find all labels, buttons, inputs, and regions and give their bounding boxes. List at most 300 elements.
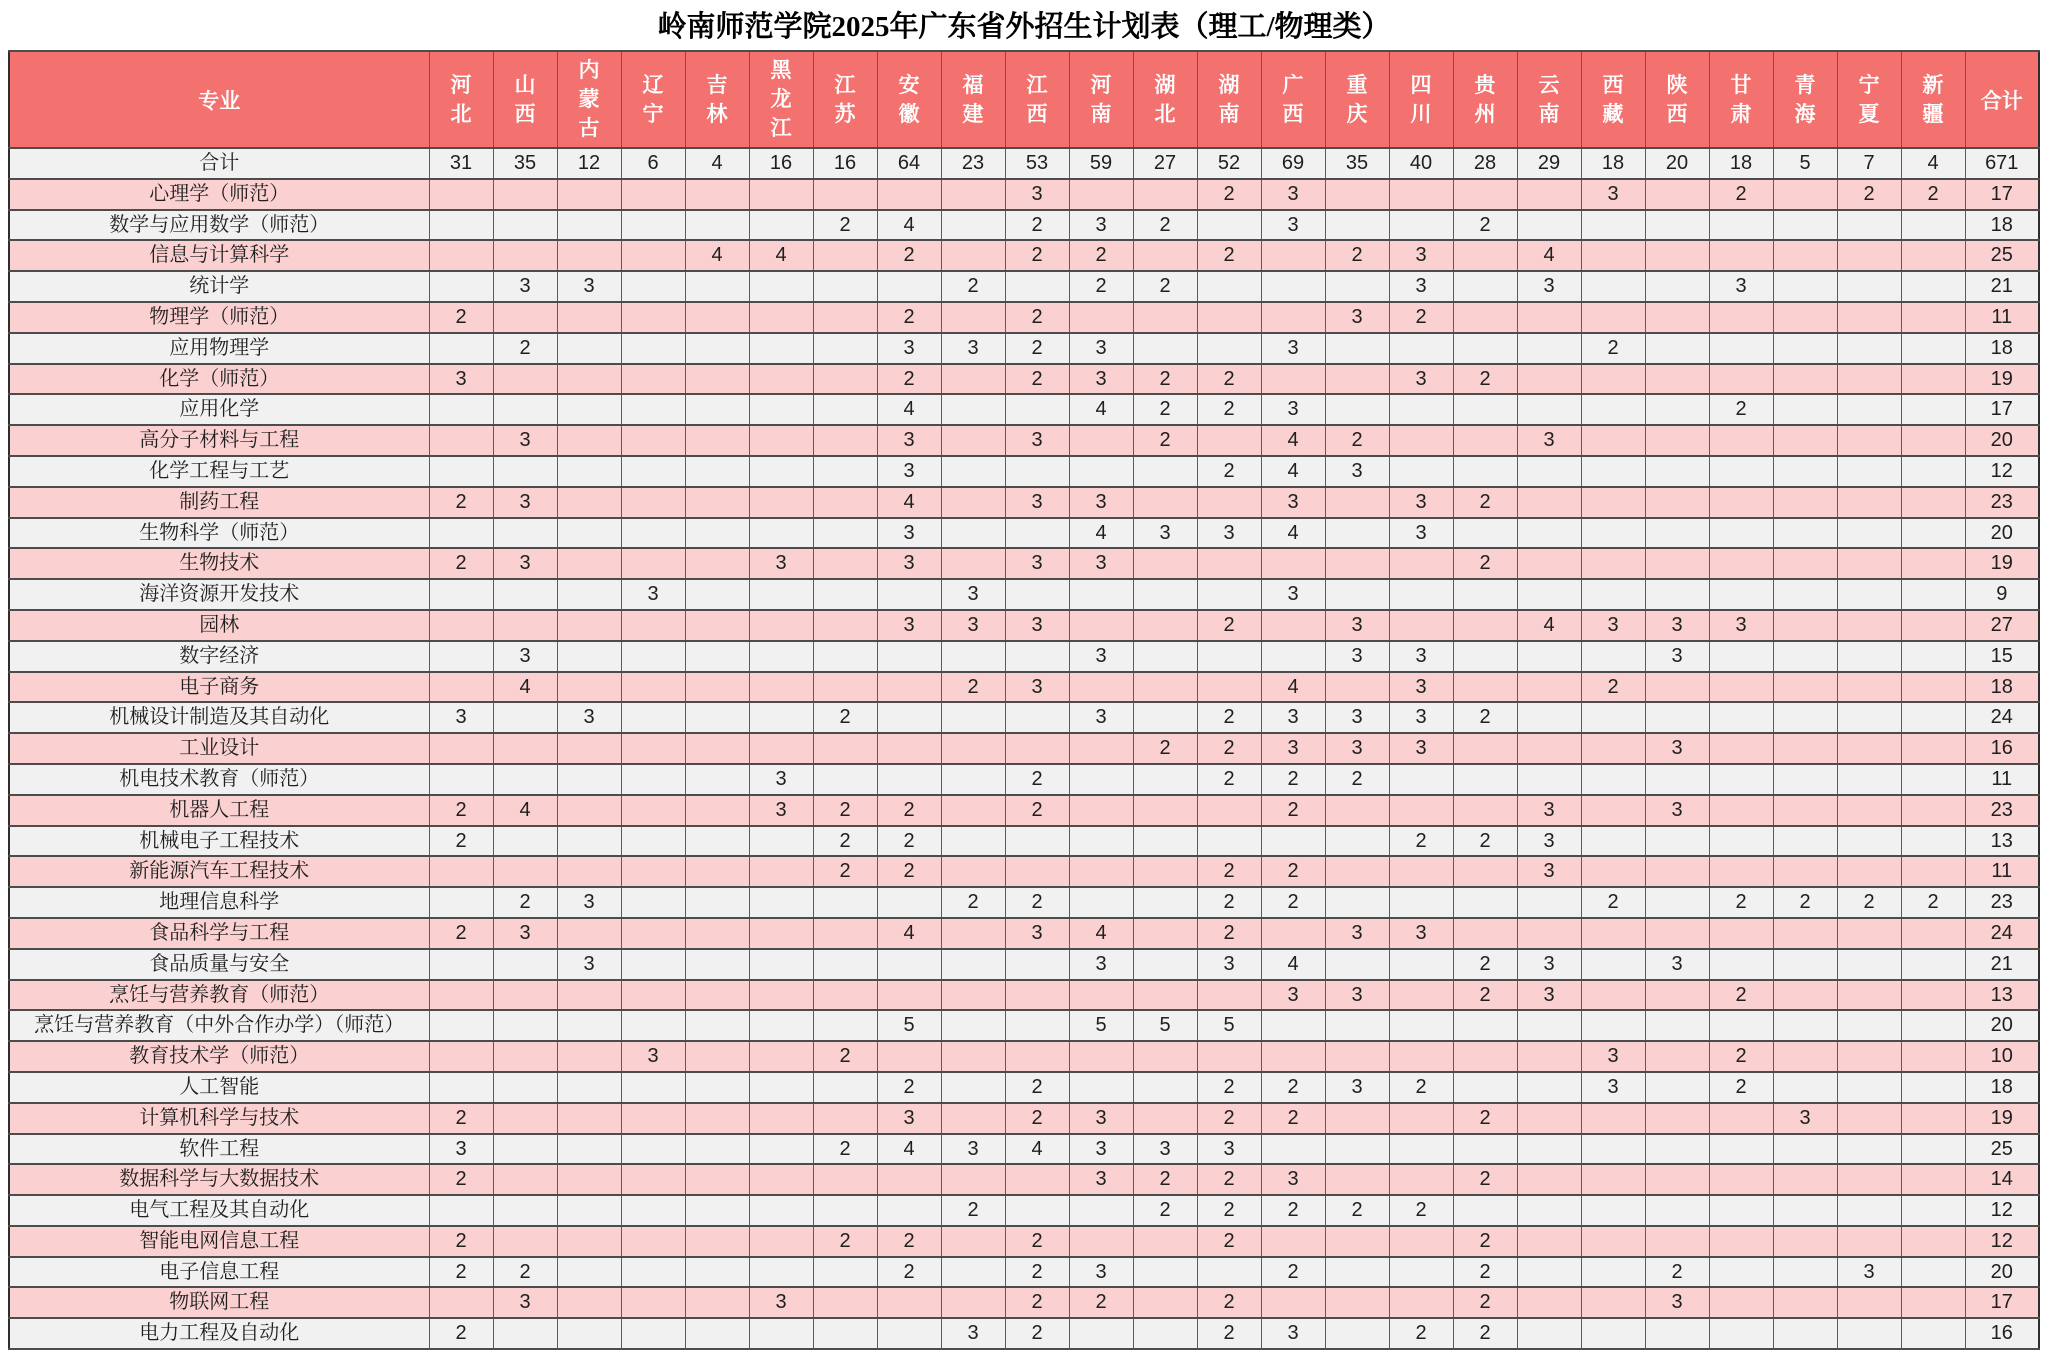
major-row [9,1164,2039,1195]
value-cell [621,1226,685,1257]
value-cell [1837,240,1901,271]
province-label: 吉 林 [706,73,728,126]
value-cell [1517,702,1581,733]
value-cell [1581,1226,1645,1257]
value-cell [749,1195,813,1226]
value-cell: 3 [1325,641,1389,672]
value-cell: 3 [1197,518,1261,549]
value-cell [941,1010,1005,1041]
value-cell [685,1041,749,1072]
value-cell: 3 [1069,1134,1133,1165]
value-cell [941,1164,1005,1195]
value-cell [1837,733,1901,764]
value-cell [1901,795,1965,826]
value-cell [685,548,749,579]
value-cell [941,1041,1005,1072]
value-cell: 2 [1005,240,1069,271]
value-cell [1453,887,1517,918]
value-cell [1389,795,1453,826]
value-cell [1133,918,1197,949]
value-cell: 2 [1133,1164,1197,1195]
value-cell: 3 [1581,610,1645,641]
value-cell [557,610,621,641]
value-cell [1325,518,1389,549]
value-cell [1005,949,1069,980]
major-cell: 食品质量与安全 [9,949,429,980]
value-cell [1901,456,1965,487]
value-cell: 2 [1261,1103,1325,1134]
value-cell [1133,949,1197,980]
value-cell [1069,302,1133,333]
value-cell: 3 [1197,1134,1261,1165]
value-cell [1581,702,1645,733]
value-cell [941,764,1005,795]
value-cell [685,610,749,641]
total-cell: 23 [1965,887,2039,918]
header-province [1261,51,1325,148]
value-cell: 4 [749,240,813,271]
major-row [9,1226,2039,1257]
value-cell: 3 [557,702,621,733]
value-cell [685,302,749,333]
value-cell: 4 [1901,148,1965,179]
major-row [9,1103,2039,1134]
value-cell [1773,1195,1837,1226]
value-cell: 3 [1325,456,1389,487]
total-cell: 15 [1965,641,2039,672]
value-cell [813,394,877,425]
value-cell: 2 [1005,1226,1069,1257]
major-row [9,1257,2039,1288]
value-cell [1261,1287,1325,1318]
value-cell [1069,425,1133,456]
value-cell [1453,672,1517,703]
major-row [9,548,2039,579]
value-cell [1133,1226,1197,1257]
value-cell: 2 [1197,887,1261,918]
value-cell [429,271,493,302]
value-cell [493,240,557,271]
value-cell [813,179,877,210]
value-cell [1901,918,1965,949]
value-cell: 2 [877,795,941,826]
value-cell [557,672,621,703]
value-cell [1709,302,1773,333]
value-cell [1069,980,1133,1011]
province-label: 重 庆 [1346,73,1368,126]
value-cell [621,1103,685,1134]
value-cell [1197,1257,1261,1288]
major-row [9,333,2039,364]
value-cell [685,641,749,672]
value-cell [1837,487,1901,518]
value-cell [1773,610,1837,641]
value-cell [749,702,813,733]
province-label: 内 蒙 古 [578,59,600,140]
value-cell [429,1072,493,1103]
value-cell [1581,1195,1645,1226]
value-cell [813,579,877,610]
value-cell [1325,364,1389,395]
value-cell [1837,518,1901,549]
province-label: 云 南 [1538,73,1560,126]
value-cell [429,210,493,241]
major-cell: 物理学（师范） [9,302,429,333]
value-cell [1325,579,1389,610]
value-cell [749,302,813,333]
value-cell: 3 [1261,702,1325,733]
value-cell [1901,579,1965,610]
value-cell: 4 [877,210,941,241]
value-cell [1069,1195,1133,1226]
province-label: 河 南 [1090,73,1112,126]
value-cell [749,887,813,918]
value-cell [1453,733,1517,764]
major-cell: 地理信息科学 [9,887,429,918]
value-cell [1453,240,1517,271]
value-cell [557,210,621,241]
value-cell [1197,795,1261,826]
major-cell: 食品科学与工程 [9,918,429,949]
value-cell [1901,1257,1965,1288]
value-cell [813,764,877,795]
value-cell [1325,826,1389,857]
value-cell [813,1257,877,1288]
value-cell [1453,1041,1517,1072]
value-cell: 3 [877,425,941,456]
value-cell: 2 [877,364,941,395]
value-cell [1325,672,1389,703]
major-row [9,487,2039,518]
value-cell [1901,764,1965,795]
value-cell [493,733,557,764]
value-cell: 2 [1005,1287,1069,1318]
value-cell: 5 [877,1010,941,1041]
value-cell: 2 [813,1134,877,1165]
province-label: 黑 龙 江 [770,59,792,140]
value-cell [749,856,813,887]
major-row [9,672,2039,703]
value-cell [1453,456,1517,487]
value-cell [1389,1010,1453,1041]
value-cell: 53 [1005,148,1069,179]
value-cell [1453,333,1517,364]
major-row [9,179,2039,210]
value-cell [1837,856,1901,887]
value-cell: 2 [1389,1318,1453,1349]
value-cell [1005,456,1069,487]
value-cell [1197,487,1261,518]
value-cell [1645,394,1709,425]
value-cell [1069,887,1133,918]
value-cell [429,425,493,456]
value-cell [493,1318,557,1349]
value-cell [1709,918,1773,949]
value-cell: 2 [429,1226,493,1257]
value-cell [1453,179,1517,210]
major-cell: 园林 [9,610,429,641]
value-cell [685,1072,749,1103]
value-cell [1709,672,1773,703]
value-cell [557,1010,621,1041]
value-cell [877,672,941,703]
value-cell [1709,1134,1773,1165]
value-cell [941,826,1005,857]
value-cell [621,733,685,764]
value-cell [1325,394,1389,425]
value-cell [685,918,749,949]
value-cell [621,271,685,302]
value-cell [1837,1164,1901,1195]
value-cell [1773,579,1837,610]
value-cell [1581,826,1645,857]
value-cell: 2 [1709,179,1773,210]
value-cell [877,1195,941,1226]
value-cell [1773,518,1837,549]
value-cell [1901,271,1965,302]
value-cell [1837,918,1901,949]
value-cell [813,518,877,549]
value-cell: 2 [429,826,493,857]
value-cell [557,733,621,764]
value-cell [1453,302,1517,333]
value-cell [749,1103,813,1134]
value-cell: 3 [1133,1134,1197,1165]
value-cell [941,425,1005,456]
major-cell: 工业设计 [9,733,429,764]
value-cell [941,364,1005,395]
value-cell: 2 [1453,364,1517,395]
total-cell: 12 [1965,456,2039,487]
value-cell [429,179,493,210]
value-cell: 2 [1709,1041,1773,1072]
value-cell: 3 [1005,487,1069,518]
total-cell: 12 [1965,1226,2039,1257]
value-cell [493,456,557,487]
major-cell: 电子信息工程 [9,1257,429,1288]
value-cell [749,394,813,425]
value-cell [685,179,749,210]
value-cell [1517,456,1581,487]
value-cell [429,456,493,487]
value-cell [429,949,493,980]
value-cell: 2 [877,240,941,271]
total-cell: 24 [1965,918,2039,949]
value-cell: 2 [1453,487,1517,518]
value-cell: 3 [941,1134,1005,1165]
value-cell [813,1318,877,1349]
value-cell [877,949,941,980]
value-cell [813,456,877,487]
value-cell [1773,733,1837,764]
value-cell: 2 [1261,1072,1325,1103]
value-cell [685,1134,749,1165]
value-cell: 3 [493,487,557,518]
value-cell [1005,733,1069,764]
value-cell: 3 [1645,610,1709,641]
value-cell [1773,1072,1837,1103]
value-cell [813,271,877,302]
value-cell [749,1010,813,1041]
value-cell [1645,764,1709,795]
value-cell [1645,1103,1709,1134]
value-cell [1773,1041,1837,1072]
value-cell [1325,548,1389,579]
value-cell: 3 [429,702,493,733]
value-cell [493,1226,557,1257]
value-cell: 3 [1517,949,1581,980]
major-cell: 生物科学（师范） [9,518,429,549]
value-cell [1197,302,1261,333]
value-cell [1389,1134,1453,1165]
value-cell [685,702,749,733]
value-cell [685,1195,749,1226]
value-cell [941,1226,1005,1257]
major-row [9,980,2039,1011]
value-cell [1645,1010,1709,1041]
value-cell [1453,918,1517,949]
value-cell: 69 [1261,148,1325,179]
value-cell: 4 [877,918,941,949]
value-cell [1901,210,1965,241]
value-cell [685,210,749,241]
value-cell [1581,1257,1645,1288]
value-cell: 3 [1069,210,1133,241]
value-cell: 2 [429,918,493,949]
value-cell [749,1072,813,1103]
value-cell [1133,856,1197,887]
value-cell [1581,456,1645,487]
value-cell [557,826,621,857]
value-cell [1581,240,1645,271]
value-cell: 3 [1069,1103,1133,1134]
value-cell [1133,179,1197,210]
value-cell [941,456,1005,487]
value-cell [1837,826,1901,857]
value-cell [1517,1072,1581,1103]
value-cell [749,210,813,241]
major-cell: 计算机科学与技术 [9,1103,429,1134]
value-cell [1581,856,1645,887]
major-row [9,425,2039,456]
major-row [9,1195,2039,1226]
value-cell [1709,949,1773,980]
major-cell: 软件工程 [9,1134,429,1165]
value-cell [1773,487,1837,518]
value-cell [1133,795,1197,826]
value-cell [1389,1287,1453,1318]
value-cell [685,764,749,795]
total-cell: 17 [1965,394,2039,425]
value-cell [493,702,557,733]
value-cell [1709,364,1773,395]
header-province [493,51,557,148]
value-cell [493,579,557,610]
value-cell [1325,949,1389,980]
value-cell: 3 [557,271,621,302]
value-cell: 3 [1261,179,1325,210]
value-cell [813,1072,877,1103]
value-cell [493,210,557,241]
value-cell [621,333,685,364]
value-cell: 2 [429,1257,493,1288]
value-cell [1901,1287,1965,1318]
major-row [9,1072,2039,1103]
value-cell: 3 [621,579,685,610]
value-cell [1453,1010,1517,1041]
value-cell: 4 [685,148,749,179]
value-cell [1901,1318,1965,1349]
value-cell [493,856,557,887]
value-cell [1197,548,1261,579]
value-cell [493,980,557,1011]
value-cell: 2 [813,826,877,857]
value-cell [1837,641,1901,672]
value-cell: 2 [877,826,941,857]
value-cell [1069,1072,1133,1103]
value-cell [1645,702,1709,733]
major-cell: 信息与计算科学 [9,240,429,271]
value-cell: 2 [941,271,1005,302]
header-province [1581,51,1645,148]
value-cell [877,579,941,610]
value-cell [1005,702,1069,733]
value-cell [749,610,813,641]
value-cell: 4 [1261,456,1325,487]
value-cell: 2 [429,1318,493,1349]
value-cell: 5 [1069,1010,1133,1041]
major-cell: 物联网工程 [9,1287,429,1318]
total-cell: 10 [1965,1041,2039,1072]
value-cell [749,641,813,672]
value-cell: 2 [1261,764,1325,795]
value-cell: 2 [1197,702,1261,733]
major-row [9,918,2039,949]
value-cell [621,240,685,271]
value-cell: 3 [749,795,813,826]
value-cell [1453,764,1517,795]
major-cell: 心理学（师范） [9,179,429,210]
major-cell: 化学工程与工艺 [9,456,429,487]
value-cell [685,949,749,980]
value-cell [1645,1072,1709,1103]
value-cell: 2 [941,1195,1005,1226]
major-cell: 统计学 [9,271,429,302]
value-cell [557,240,621,271]
value-cell: 2 [1197,764,1261,795]
value-cell: 2 [1197,364,1261,395]
value-cell: 2 [1709,980,1773,1011]
value-cell [1645,1134,1709,1165]
value-cell [941,1103,1005,1134]
province-label: 安 徽 [898,73,920,126]
value-cell [1517,518,1581,549]
value-cell [621,980,685,1011]
value-cell [1325,1164,1389,1195]
value-cell [557,1226,621,1257]
value-cell [1837,1010,1901,1041]
value-cell: 2 [1453,949,1517,980]
value-cell [1261,826,1325,857]
value-cell: 2 [1581,672,1645,703]
value-cell [1389,425,1453,456]
major-cell: 化学（师范） [9,364,429,395]
value-cell: 2 [1453,210,1517,241]
value-cell [1773,980,1837,1011]
value-cell [1069,764,1133,795]
value-cell [1901,1041,1965,1072]
total-cell: 27 [1965,610,2039,641]
